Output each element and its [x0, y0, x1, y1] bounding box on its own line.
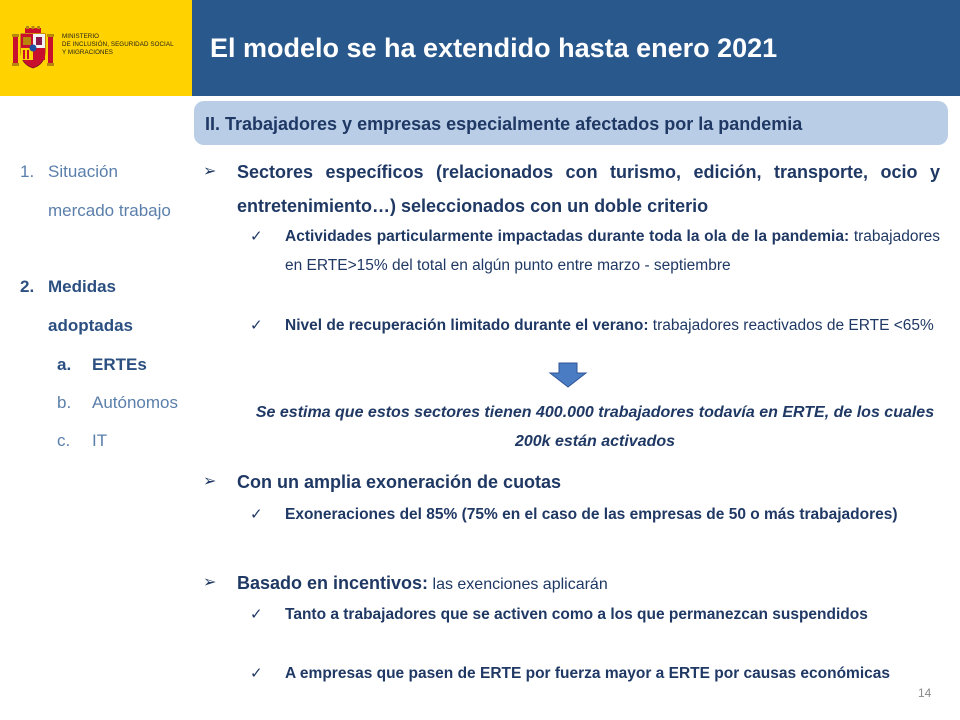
- bullet-recuperacion-bold: Nivel de recuperación limitado durante el verano:: [285, 317, 649, 334]
- bullet-empresas: [200, 659, 940, 688]
- agenda-sub-c-it[interactable]: IT: [92, 431, 108, 450]
- bullet-incentivos-bold: Basado en incentivos:: [237, 573, 429, 593]
- checkmark-bullet-icon: ✓: [250, 228, 263, 245]
- arrowhead-bullet-icon: ➢: [203, 574, 217, 591]
- bullet-exoneraciones-85-text: Exoneraciones del 85% (75% en el caso de las empresas de 50 o más trabajadores): [285, 506, 898, 523]
- agenda-sub-a-ertes[interactable]: ERTEs: [92, 355, 147, 374]
- agenda-item-1-line-1[interactable]: Situación: [48, 162, 118, 181]
- ministry-name-line-2: DE INCLUSIÓN, SEGURIDAD SOCIAL: [62, 41, 174, 48]
- bullet-actividades-bold: Actividades particularmente impactadas durante toda la ola de la pandemia:: [285, 228, 850, 245]
- conclusion-note: Se estima que estos sectores tienen 400.000 trabajadores todavía en ERTE, de los cuales 200k están activados: [255, 404, 935, 450]
- agenda-item-1-line-2[interactable]: mercado trabajo: [48, 201, 171, 220]
- bullet-sectores: [200, 155, 940, 223]
- bullet-actividades: [200, 222, 940, 280]
- ministry-logo-panel: [0, 0, 192, 96]
- agenda-sub-b-autonomos[interactable]: Autónomos: [92, 393, 178, 412]
- bullet-empresas-text: A empresas que pasen de ERTE por fuerza mayor a ERTE por causas económicas: [285, 665, 890, 682]
- checkmark-bullet-icon: ✓: [250, 317, 263, 334]
- bullet-actividades-rest: trabajadores en ERTE>15% del total en algún punto entre marzo - septiembre: [285, 228, 940, 274]
- checkmark-bullet-icon: ✓: [250, 665, 263, 682]
- bullet-trabajadores: [200, 600, 940, 629]
- arrowhead-bullet-icon: ➢: [203, 473, 217, 490]
- agenda-sub-b-letter: b.: [57, 393, 72, 412]
- bullet-trabajadores-text: Tanto a trabajadores que se activen como a los que permanezcan suspendidos: [285, 606, 868, 623]
- agenda-item-2-number: 2.: [20, 277, 35, 296]
- bullet-incentivos: [200, 566, 940, 602]
- ministry-name-line-3: Y MIGRACIONES: [62, 49, 114, 56]
- title-bar: [192, 0, 960, 96]
- coat-of-arms-icon: [11, 26, 55, 70]
- page-number: 14: [918, 686, 932, 700]
- agenda-item-2-line-2[interactable]: adoptadas: [48, 316, 134, 335]
- section-header: [194, 101, 948, 145]
- agenda-sub-a-letter: a.: [57, 355, 72, 374]
- ministry-name-line-1: MINISTERIO: [62, 33, 100, 40]
- bullet-incentivos-rest: las exenciones aplicarán: [428, 576, 608, 593]
- bullet-exoneracion: [200, 465, 940, 499]
- agenda-item-2-line-1[interactable]: Medidas: [48, 277, 117, 296]
- bullet-exoneracion-text: Con un amplia exoneración de cuotas: [237, 472, 562, 492]
- page-title: El modelo se ha extendido hasta enero 2021: [210, 33, 778, 63]
- section-title: II. Trabajadores y empresas especialmente afectados por la pandemia: [205, 114, 803, 134]
- arrowhead-bullet-icon: ➢: [203, 163, 217, 180]
- bullet-exoneraciones-85: [200, 500, 940, 529]
- agenda-sub-c-letter: c.: [57, 431, 71, 450]
- ministry-name: [62, 33, 174, 57]
- checkmark-bullet-icon: ✓: [250, 506, 263, 523]
- agenda-item-1-number: 1.: [20, 162, 35, 181]
- bullet-sectores-text: Sectores específicos (relacionados con turismo, edición, transporte, ocio y entretenimiento…) seleccionados con un doble criterio: [237, 162, 940, 216]
- bullet-recuperacion: [200, 311, 940, 340]
- down-arrow-icon: [548, 362, 588, 388]
- checkmark-bullet-icon: ✓: [250, 606, 263, 623]
- bullet-recuperacion-rest: trabajadores reactivados de ERTE <65%: [648, 317, 934, 334]
